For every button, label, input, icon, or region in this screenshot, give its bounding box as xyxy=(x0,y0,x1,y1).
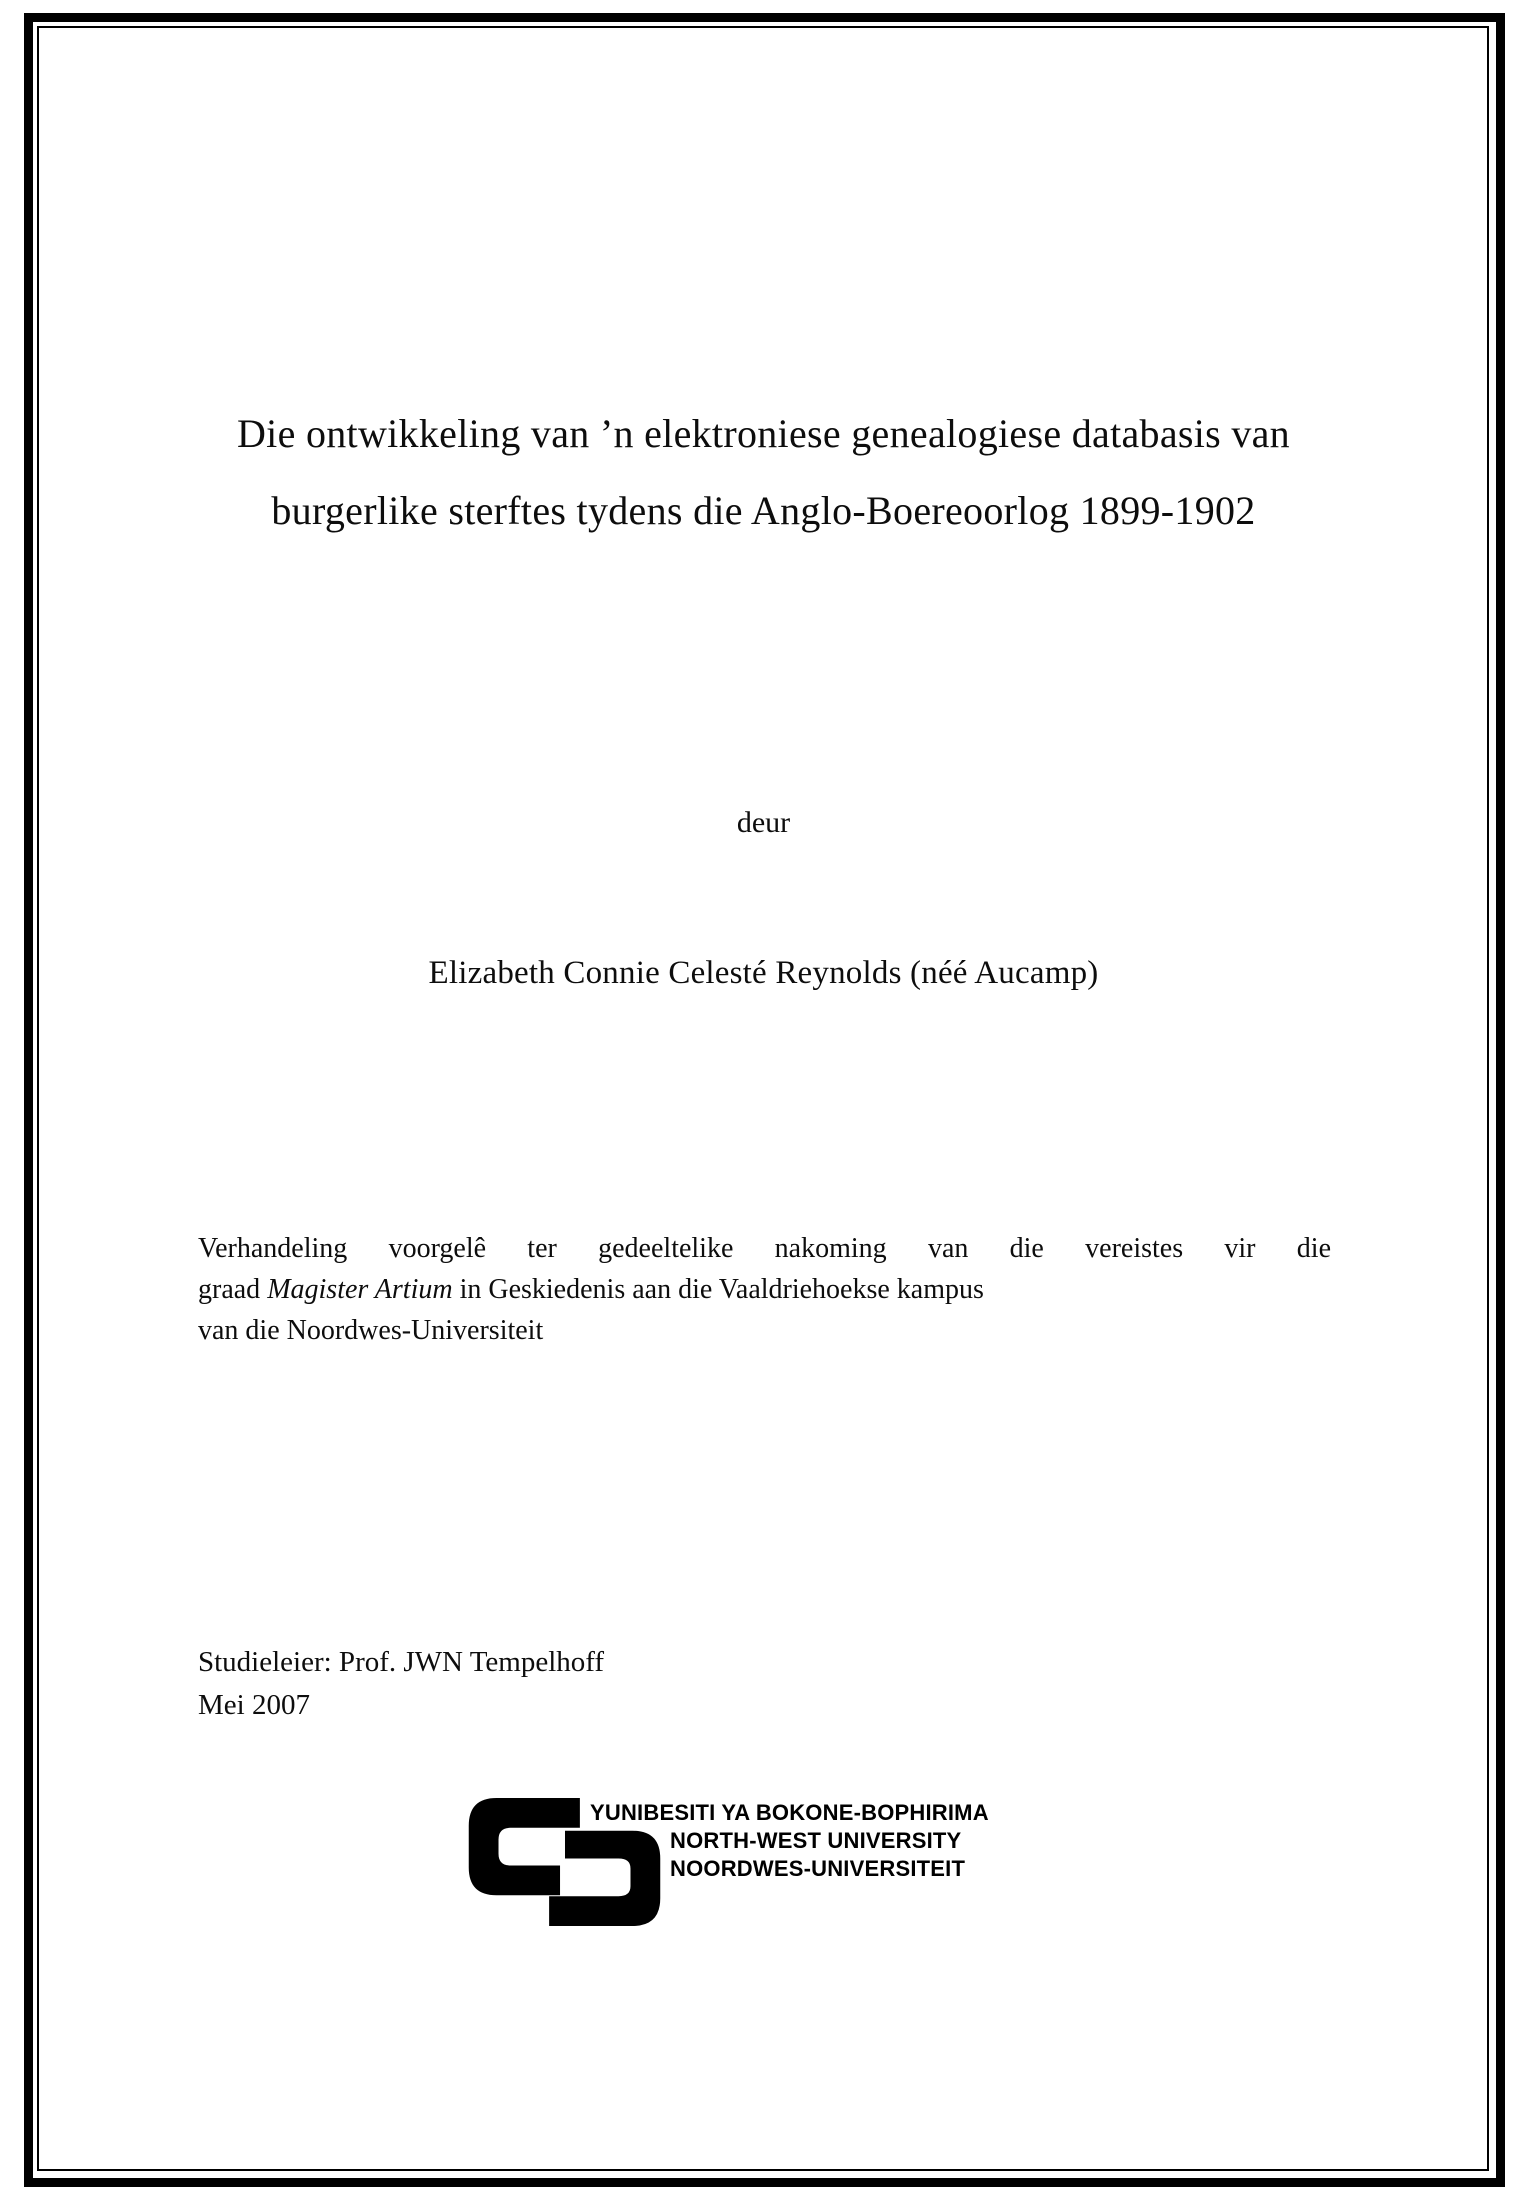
byline-label: deur xyxy=(736,806,791,839)
university-logo xyxy=(468,1797,1188,1942)
degree-statement-line2-post: in Geskiedenis aan die Vaaldriehoekse kampus xyxy=(452,1274,984,1305)
logo-line-english: NORTH-WEST UNIVERSITY xyxy=(670,1828,962,1853)
degree-statement-line2-pre: graad xyxy=(198,1274,268,1305)
degree-statement xyxy=(198,1228,1331,1351)
thesis-title xyxy=(150,395,1377,549)
author-name: Elizabeth Connie Celesté Reynolds (néé Aucamp) xyxy=(428,955,1099,991)
thesis-title-line1: Die ontwikkeling van ’n elektroniese genealogiese databasis van xyxy=(236,411,1290,456)
degree-statement-line3: van die Noordwes-Universiteit xyxy=(198,1315,544,1346)
degree-statement-line2 xyxy=(198,1269,1331,1310)
logo-wordmark xyxy=(590,1799,989,1883)
logo-line-setswana: YUNIBESITI YA BOKONE-BOPHIRIMA xyxy=(590,1800,989,1825)
logo-line-afrikaans: NOORDWES-UNIVERSITEIT xyxy=(670,1856,966,1881)
thesis-title-line2: burgerlike sterftes tydens die Anglo-Boereoorlog 1899-1902 xyxy=(271,488,1256,533)
date-line: Mei 2007 xyxy=(198,1689,310,1721)
degree-statement-line1: Verhandeling voorgelê ter gedeeltelike nakoming van die vereistes vir die xyxy=(198,1233,1331,1264)
supervisor-line: Studieleier: Prof. JWN Tempelhoff xyxy=(198,1646,605,1678)
degree-name: Magister Artium xyxy=(267,1274,453,1305)
